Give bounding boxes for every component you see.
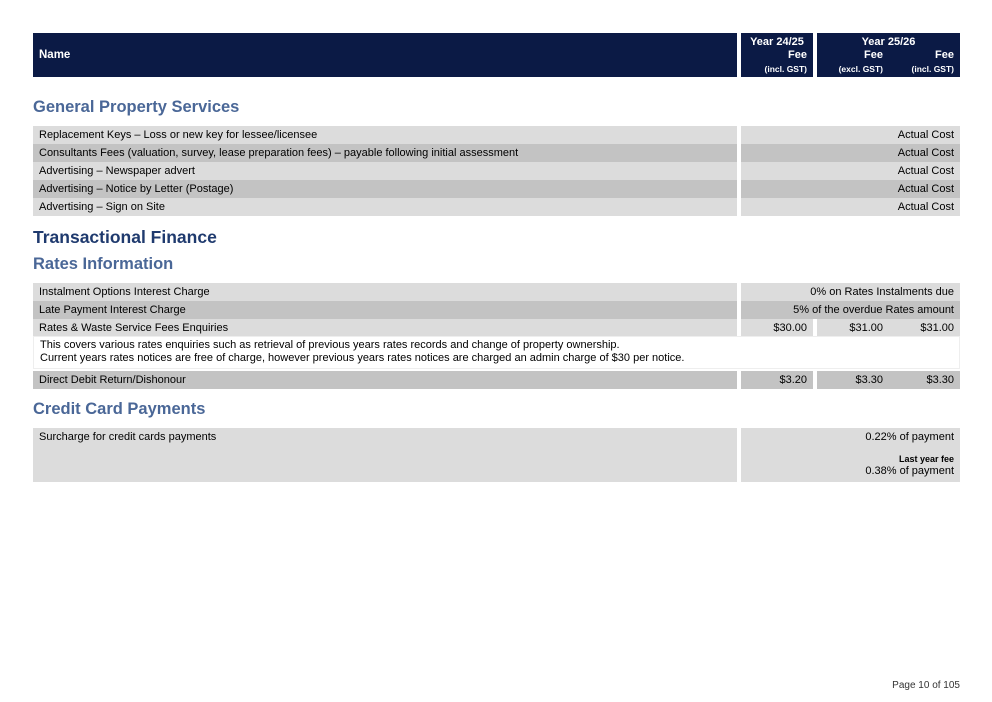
incl-gst-label: (incl. GST)	[764, 64, 807, 74]
rates-enquiries-note	[33, 336, 960, 369]
fee-2526-excl-cell: $31.00	[817, 319, 960, 337]
column-header-year-2526	[817, 33, 960, 77]
note-line: This covers various rates enquiries such as retrieval of previous years rates records and change of property ownership.	[40, 339, 620, 351]
fee-2526-incl-cell: $31.00	[920, 322, 954, 334]
table-row-name: Consultants Fees (valuation, survey, lease preparation fees) – payable following initial assessment	[33, 144, 737, 162]
table-row-name: Advertising – Sign on Site	[33, 198, 737, 216]
fee-label: Fee	[864, 49, 883, 61]
table-row-name: Instalment Options Interest Charge	[33, 283, 737, 301]
incl-gst-label: (incl. GST)	[911, 64, 954, 74]
table-row-value: 0% on Rates Instalments due	[741, 283, 960, 301]
column-header-name: Name	[33, 33, 737, 77]
table-row-name: Direct Debit Return/Dishonour	[33, 371, 737, 389]
fee-label: Fee	[935, 49, 954, 61]
table-row-name: Advertising – Newspaper advert	[33, 162, 737, 180]
last-year-fee-value: 0.38% of payment	[865, 465, 954, 477]
column-header-year-2425	[741, 33, 813, 77]
table-row-value: Actual Cost	[741, 198, 960, 216]
last-year-fee-label: Last year fee	[898, 454, 954, 464]
section-heading-rates: Rates Information	[33, 255, 174, 273]
fee-2526-excl-cell: $3.30	[817, 371, 960, 389]
table-row-value: Actual Cost	[741, 144, 960, 162]
fee-2425-cell: $3.20	[741, 371, 813, 389]
table-row-value: Actual Cost	[741, 180, 960, 198]
table-row-name: Rates & Waste Service Fees Enquiries	[33, 319, 737, 337]
credit-card-fee-value: 0.22% of payment	[865, 431, 954, 443]
page-number: Page 10 of 105	[892, 680, 960, 691]
table-row-value: 5% of the overdue Rates amount	[741, 301, 960, 319]
table-row-name: Replacement Keys – Loss or new key for lessee/licensee	[33, 126, 737, 144]
fee-label: Fee	[788, 49, 807, 61]
year-2425-label: Year 24/25	[750, 36, 804, 48]
section-heading-general-property: General Property Services	[33, 98, 240, 116]
excl-gst-label: (excl. GST)	[838, 64, 883, 74]
table-row-value: Actual Cost	[741, 162, 960, 180]
section-heading-transactional-finance: Transactional Finance	[33, 227, 217, 247]
credit-card-fee-cell	[741, 428, 960, 482]
section-heading-credit-card: Credit Card Payments	[33, 400, 206, 418]
fee-2425-cell: $30.00	[741, 319, 813, 337]
fee-2526-incl-cell: $3.30	[926, 374, 954, 386]
note-line: Current years rates notices are free of charge, however previous years rates notices are charged an admin charge of $30 per notice.	[40, 351, 685, 364]
year-2526-label: Year 25/26	[861, 36, 916, 48]
table-row-name: Surcharge for credit cards payments	[33, 428, 737, 482]
table-row-value: Actual Cost	[741, 126, 960, 144]
table-row-name: Advertising – Notice by Letter (Postage)	[33, 180, 737, 198]
table-row-name: Late Payment Interest Charge	[33, 301, 737, 319]
